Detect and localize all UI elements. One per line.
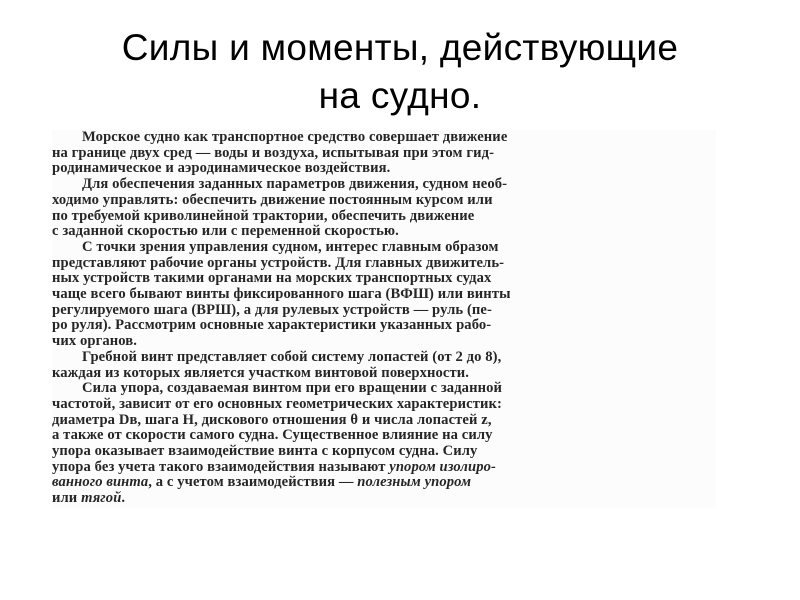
text-line bbox=[52, 475, 716, 491]
paragraph-1 bbox=[52, 130, 716, 177]
text-line: ных устройств такими органами на морских транспортных судах bbox=[52, 270, 492, 287]
text-line: диаметра Dв, шага H, дискового отношения θ и числа лопастей z, bbox=[52, 411, 492, 428]
italic-term: полезным упором bbox=[357, 474, 472, 491]
text-line: Для обеспечения заданных параметров движения, судном необ- bbox=[82, 176, 508, 193]
text-line: Морское судно как транспортное средство совершает движение bbox=[82, 130, 508, 145]
paragraph-4 bbox=[52, 350, 716, 381]
paragraph-3 bbox=[52, 240, 716, 350]
text-line: ро руля). Рассмотрим основные характеристики указанных рабо- bbox=[52, 317, 492, 334]
text-line: а также от скорости самого судна. Существенное влияние на силу bbox=[52, 427, 493, 444]
text-line: каждая из которых является участком винтовой поверхности. bbox=[52, 364, 470, 381]
text-line: регулируемого шага (ВРШ), а для рулевых устройств — руль (пе- bbox=[52, 301, 492, 318]
slide-title-line-2: на судно. bbox=[318, 75, 482, 116]
scanned-text-image bbox=[52, 130, 716, 508]
text-line: на границе двух сред — воды и воздуха, испытывая при этом гид- bbox=[52, 144, 495, 161]
text-line: Гребной винт представляет собой систему лопастей (от 2 до 8), bbox=[82, 348, 502, 365]
slide-title bbox=[40, 24, 760, 120]
italic-term: упором изолиро- bbox=[389, 458, 496, 475]
text-run: или bbox=[52, 490, 82, 507]
text-line: частотой, зависит от его основных геометрических характеристик: bbox=[52, 395, 502, 412]
text-line bbox=[52, 491, 716, 507]
text-line bbox=[52, 460, 716, 476]
paragraph-5 bbox=[52, 381, 716, 507]
text-run: , а с учетом взаимодействия — bbox=[148, 474, 358, 491]
paragraph-2 bbox=[52, 177, 716, 240]
text-line: чаще всего бывают винты фиксированного шага (ВФШ) или винты bbox=[52, 286, 511, 303]
slide-title-line-1: Силы и моменты, действующие bbox=[121, 27, 679, 68]
text-line: представляют рабочие органы устройств. Для главных движитель- bbox=[52, 254, 505, 271]
italic-term: ванного винта bbox=[52, 474, 149, 491]
text-run: упора без учета такого взаимодействия называют bbox=[52, 458, 390, 475]
text-line: Сила упора, создаваемая винтом при его вращении с заданной bbox=[82, 380, 502, 397]
text-line: С точки зрения управления судном, интерес главным образом bbox=[82, 238, 499, 255]
text-line: ходимо управлять: обеспечить движение постоянным курсом или bbox=[52, 191, 493, 208]
text-line: чих органов. bbox=[52, 333, 137, 350]
text-line: упора оказывает взаимодействие винта с корпусом судна. Силу bbox=[52, 443, 478, 460]
text-line: родинамическое и аэродинамическое воздействия. bbox=[52, 160, 391, 177]
text-line: с заданной скоростью или с переменной скоростью. bbox=[52, 223, 399, 240]
italic-term: тягой bbox=[81, 490, 122, 507]
text-run: . bbox=[121, 490, 126, 507]
text-line: по требуемой криволинейной трактории, обеспечить движение bbox=[52, 207, 475, 224]
